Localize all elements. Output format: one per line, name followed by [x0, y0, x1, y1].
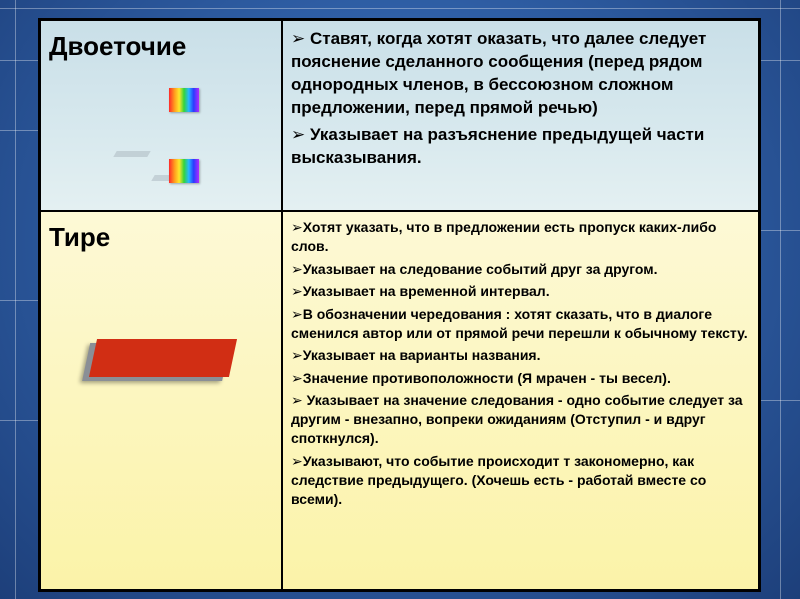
- background-grid-line: [0, 60, 38, 61]
- background-grid-line: [15, 0, 16, 599]
- description-item: ➢Указывает на следование событий друг за другом.: [291, 260, 658, 277]
- description-item: ➢Указывает на варианты названия.: [291, 347, 541, 363]
- description-item: ➢Указывают, что событие происходит т закономерно, как следствие предыдущего. (Хочешь есть - работай вместе со всеми).: [291, 452, 707, 507]
- description-item: ➢ Ставят, когда хотят оказать, что далее следует пояснение сделанного сообщения (перед рядом однородных членов, в бессоюзном сложном предложении, перед прямой речью): [291, 29, 707, 117]
- description-cell-dash: [282, 211, 759, 590]
- term-cell-colon: [40, 20, 282, 211]
- term-title: Двоеточие: [49, 31, 187, 61]
- background-grid-line: [0, 130, 38, 131]
- background-grid-line: [0, 300, 38, 301]
- colon-dot-upper-graphic: [169, 88, 199, 112]
- description-item: ➢ Указывает на разъяснение предыдущей части высказывания.: [291, 125, 705, 167]
- description-item: ➢Хотят указать, что в предложении есть пропуск каких-либо слов.: [291, 219, 717, 254]
- description-item: ➢В обозначении чередования : хотят сказать, что в диалоге сменился автор или от прямой речи перешли к обычному тексту.: [291, 305, 748, 341]
- description-item: ➢Указывает на временной интервал.: [291, 283, 550, 299]
- description-cell-colon: [282, 20, 759, 211]
- colon-dot-lower-graphic: [169, 159, 199, 183]
- term-cell-dash: [40, 211, 282, 590]
- colon-dot-shadow-graphic: [113, 151, 150, 157]
- background-grid-line: [0, 420, 38, 421]
- description-item: ➢Значение противоположности (Я мрачен - ты весел).: [291, 369, 671, 386]
- background-grid-line: [780, 0, 781, 599]
- term-title: Тире: [49, 222, 111, 252]
- description-item: ➢ Указывает на значение следования - одно событие следует за другим - внезапно, вопреки ожиданиям (Отступил - и вдруг споткнулся).: [291, 392, 743, 446]
- punctuation-table: [38, 18, 761, 592]
- dash-graphic: [89, 339, 237, 377]
- background-grid-line: [0, 8, 800, 9]
